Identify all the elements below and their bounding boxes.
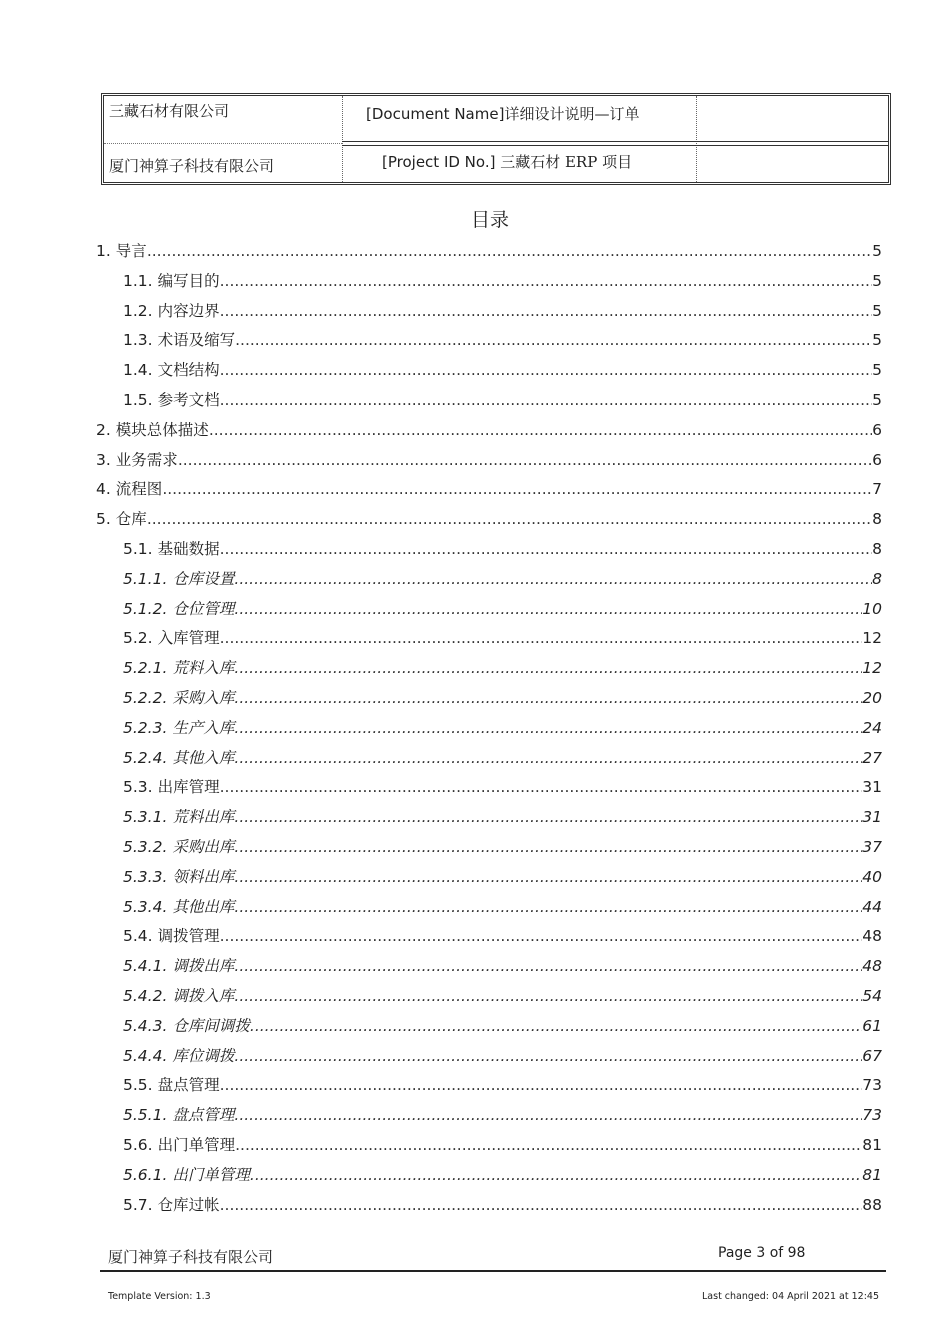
toc-entry-label: 仓库过帐 — [157, 1195, 220, 1214]
toc-entry[interactable] — [96, 746, 882, 776]
toc-entry-label: 其他入库 — [172, 748, 235, 767]
toc-entry-number: 5.3.3. — [123, 867, 168, 886]
toc-entry-label: 出库管理 — [157, 778, 220, 797]
table-of-contents — [96, 239, 882, 1222]
toc-leader-dots — [234, 838, 862, 856]
toc-leader-dots — [220, 361, 873, 379]
toc-entry-number: 5.3.1. — [123, 808, 168, 827]
toc-entry-page: 6 — [872, 420, 882, 439]
toc-entry-page: 12 — [862, 659, 882, 678]
toc-entry-number: 3. — [96, 450, 111, 469]
template-version: Template Version: 1.3 — [108, 1291, 211, 1302]
toc-leader-dots — [147, 242, 872, 260]
toc-leader-dots — [178, 451, 872, 469]
toc-leader-dots — [250, 1017, 862, 1035]
toc-entry-page: 8 — [872, 539, 882, 558]
toc-leader-dots — [250, 1166, 862, 1184]
toc-entry-label: 仓库设置 — [172, 569, 235, 588]
toc-entry-number: 5. — [96, 510, 111, 529]
toc-entry-number: 5.6.1. — [123, 1165, 168, 1184]
project-id-tag: [Project ID No.] — [382, 153, 496, 171]
toc-entry-label: 盘点管理 — [172, 1106, 235, 1125]
toc-entry-page: 61 — [862, 1016, 882, 1035]
toc-entry[interactable] — [96, 775, 882, 805]
toc-entry-page: 5 — [872, 331, 882, 350]
toc-leader-dots — [234, 1106, 862, 1124]
toc-entry[interactable] — [96, 865, 882, 895]
toc-entry-number: 5.2.3. — [123, 718, 168, 737]
toc-leader-dots — [220, 540, 873, 558]
toc-entry[interactable] — [96, 686, 882, 716]
toc-entry[interactable] — [96, 924, 882, 954]
toc-entry-label: 出门单管理 — [172, 1165, 250, 1184]
toc-entry-label: 基础数据 — [157, 539, 220, 558]
toc-entry-label: 库位调拨 — [172, 1046, 235, 1065]
toc-leader-dots — [220, 629, 863, 647]
toc-entry-label: 编写目的 — [157, 271, 220, 290]
toc-entry-number: 5.4.4. — [123, 1046, 168, 1065]
toc-entry[interactable] — [96, 507, 882, 537]
toc-entry-page: 7 — [872, 480, 882, 499]
toc-leader-dots — [147, 510, 872, 528]
toc-entry-page: 88 — [862, 1195, 882, 1214]
toc-entry-number: 5.3. — [123, 778, 153, 797]
toc-entry-label: 调拨出库 — [172, 957, 235, 976]
toc-leader-dots — [209, 421, 872, 439]
toc-entry-label: 仓库 — [115, 510, 147, 529]
toc-entry-page: 44 — [862, 897, 882, 916]
toc-entry-number: 1.4. — [123, 361, 153, 380]
toc-entry-label: 调拨管理 — [157, 927, 220, 946]
toc-entry-label: 仓位管理 — [172, 599, 235, 618]
toc-leader-dots — [235, 331, 872, 349]
toc-entry-number: 2. — [96, 420, 111, 439]
footer-page-number: Page 3 of 98 — [718, 1245, 806, 1261]
toc-entry-number: 5.4.3. — [123, 1016, 168, 1035]
toc-entry-number: 5.4. — [123, 927, 153, 946]
toc-entry[interactable] — [96, 477, 882, 507]
toc-entry-label: 荒料出库 — [172, 808, 235, 827]
toc-entry-number: 5.3.4. — [123, 897, 168, 916]
toc-entry-number: 5.2.2. — [123, 688, 168, 707]
toc-leader-dots — [234, 987, 862, 1005]
toc-leader-dots — [220, 927, 863, 945]
toc-entry[interactable] — [96, 626, 882, 656]
toc-entry-number: 4. — [96, 480, 111, 499]
toc-entry-label: 领料出库 — [172, 867, 235, 886]
toc-leader-dots — [234, 957, 862, 975]
toc-entry-label: 流程图 — [115, 480, 163, 499]
toc-entry-number: 5.1.1. — [123, 569, 168, 588]
toc-entry-page: 8 — [872, 569, 882, 588]
toc-entry-number: 5.4.2. — [123, 986, 168, 1005]
toc-leader-dots — [234, 659, 862, 677]
toc-leader-dots — [220, 778, 863, 796]
toc-entry-label: 调拨入库 — [172, 986, 235, 1005]
toc-entry-page: 31 — [862, 808, 882, 827]
toc-entry-page: 10 — [862, 599, 882, 618]
toc-entry[interactable] — [96, 239, 882, 269]
toc-entry-number: 1.2. — [123, 301, 153, 320]
toc-entry[interactable] — [96, 358, 882, 388]
toc-entry-page: 12 — [862, 629, 882, 648]
toc-leader-dots — [234, 868, 862, 886]
toc-entry-page: 5 — [872, 390, 882, 409]
toc-entry-label: 盘点管理 — [157, 1076, 220, 1095]
toc-entry-number: 5.1. — [123, 539, 153, 558]
header-document-name — [366, 103, 639, 124]
toc-entry[interactable] — [96, 597, 882, 627]
document-header-table — [101, 93, 891, 185]
toc-entry-page: 73 — [862, 1106, 882, 1125]
toc-entry-page: 5 — [872, 301, 882, 320]
toc-entry-label: 出门单管理 — [157, 1135, 236, 1154]
toc-entry[interactable] — [96, 1073, 882, 1103]
toc-entry-page: 67 — [862, 1046, 882, 1065]
toc-entry[interactable] — [96, 1133, 882, 1163]
toc-entry-number: 5.7. — [123, 1195, 153, 1214]
toc-entry-label: 文档结构 — [157, 361, 220, 380]
toc-entry-number: 1.5. — [123, 390, 153, 409]
document-name-text: 详细设计说明—订单 — [504, 105, 640, 123]
toc-entry[interactable] — [96, 1014, 882, 1044]
toc-entry[interactable] — [96, 299, 882, 329]
toc-entry-number: 5.5. — [123, 1076, 153, 1095]
toc-entry-number: 5.4.1. — [123, 957, 168, 976]
toc-entry-label: 内容边界 — [157, 301, 220, 320]
toc-entry-page: 48 — [862, 927, 882, 946]
project-id-text: 三藏石材 ERP 项目 — [500, 153, 633, 171]
toc-entry[interactable] — [96, 537, 882, 567]
document-name-tag: [Document Name] — [366, 105, 505, 123]
toc-entry-label: 生产入库 — [172, 718, 235, 737]
toc-leader-dots — [220, 391, 873, 409]
toc-entry-number: 5.1.2. — [123, 599, 168, 618]
toc-entry[interactable] — [96, 1044, 882, 1074]
toc-entry[interactable] — [96, 954, 882, 984]
toc-entry-label: 参考文档 — [157, 390, 220, 409]
toc-entry[interactable] — [96, 895, 882, 925]
toc-leader-dots — [220, 302, 873, 320]
toc-entry-number: 1.3. — [123, 331, 153, 350]
toc-entry-label: 其他出库 — [172, 897, 235, 916]
toc-leader-dots — [234, 719, 862, 737]
toc-entry-label: 荒料入库 — [172, 659, 235, 678]
toc-entry-page: 81 — [862, 1165, 882, 1184]
toc-leader-dots — [234, 1047, 862, 1065]
footer-rule — [100, 1270, 886, 1272]
toc-entry[interactable] — [96, 567, 882, 597]
toc-leader-dots — [234, 600, 862, 618]
toc-entry-page: 20 — [862, 688, 882, 707]
toc-entry-number: 1. — [96, 242, 111, 260]
last-changed: Last changed: 04 April 2021 at 12:45 — [702, 1291, 880, 1302]
toc-entry-page: 73 — [862, 1076, 882, 1095]
footer-company: 厦门神算子科技有限公司 — [108, 1248, 274, 1266]
toc-entry-page: 8 — [872, 510, 882, 529]
toc-leader-dots — [234, 808, 862, 826]
toc-leader-dots — [220, 1196, 863, 1214]
toc-leader-dots — [220, 272, 873, 290]
toc-leader-dots — [234, 689, 862, 707]
toc-entry[interactable] — [96, 1163, 882, 1193]
toc-entry-number: 5.3.2. — [123, 837, 168, 856]
toc-entry-page: 5 — [872, 271, 882, 290]
toc-entry-label: 业务需求 — [115, 450, 178, 469]
header-company: 三藏石材有限公司 — [109, 102, 230, 120]
toc-leader-dots — [235, 1136, 862, 1154]
toc-entry[interactable] — [96, 418, 882, 448]
toc-entry-number: 5.2.4. — [123, 748, 168, 767]
toc-entry-page: 24 — [862, 718, 882, 737]
toc-entry-label: 术语及缩写 — [157, 331, 236, 350]
toc-entry-page: 5 — [872, 242, 882, 260]
toc-entry-page: 37 — [862, 837, 882, 856]
toc-entry-number: 1.1. — [123, 271, 153, 290]
toc-entry-number: 5.5.1. — [123, 1106, 168, 1125]
header-project-id — [382, 151, 632, 172]
toc-entry-page: 31 — [862, 778, 882, 797]
toc-entry-page: 54 — [862, 986, 882, 1005]
toc-entry-page: 40 — [862, 867, 882, 886]
toc-entry[interactable] — [96, 448, 882, 478]
toc-entry[interactable] — [96, 328, 882, 358]
toc-title: 目录 — [470, 209, 509, 231]
toc-entry[interactable] — [96, 984, 882, 1014]
toc-entry[interactable] — [96, 1193, 882, 1223]
toc-leader-dots — [234, 749, 862, 767]
toc-entry-number: 5.6. — [123, 1135, 153, 1154]
toc-leader-dots — [220, 1076, 863, 1094]
header-row-separator — [104, 143, 342, 144]
toc-leader-dots — [234, 898, 862, 916]
toc-entry[interactable] — [96, 835, 882, 865]
toc-leader-dots — [234, 570, 872, 588]
toc-entry-label: 模块总体描述 — [115, 420, 209, 439]
toc-entry-page: 27 — [862, 748, 882, 767]
header-divider — [696, 96, 697, 182]
toc-entry-page: 81 — [862, 1135, 882, 1154]
toc-entry-page: 48 — [862, 957, 882, 976]
toc-entry-label: 导言 — [115, 242, 147, 260]
header-row-separator — [342, 141, 888, 146]
toc-entry-page: 5 — [872, 361, 882, 380]
header-vendor: 厦门神算子科技有限公司 — [109, 157, 275, 175]
toc-entry-number: 5.2. — [123, 629, 153, 648]
header-divider — [342, 96, 343, 182]
toc-entry-page: 6 — [872, 450, 882, 469]
toc-entry-label: 采购出库 — [172, 837, 235, 856]
toc-entry[interactable] — [96, 656, 882, 686]
toc-entry-number: 5.2.1. — [123, 659, 168, 678]
toc-entry-label: 仓库间调拨 — [172, 1016, 250, 1035]
toc-entry[interactable] — [96, 716, 882, 746]
toc-entry[interactable] — [96, 805, 882, 835]
toc-entry[interactable] — [96, 269, 882, 299]
toc-entry[interactable] — [96, 1103, 882, 1133]
toc-entry[interactable] — [96, 388, 882, 418]
toc-leader-dots — [162, 480, 872, 498]
toc-entry-label: 采购入库 — [172, 688, 235, 707]
toc-entry-label: 入库管理 — [157, 629, 220, 648]
